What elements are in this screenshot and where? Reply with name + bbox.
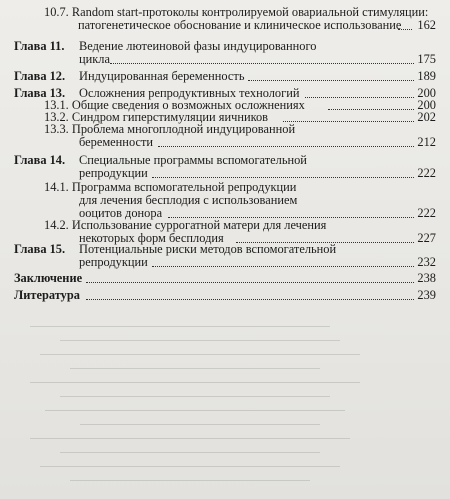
toc-page-number: 222: [417, 206, 436, 220]
leader-dots: [305, 97, 414, 98]
toc-entry-title: Ведение лютеиновой фазы индуцированного: [79, 39, 317, 53]
toc-page-number: 202: [417, 110, 436, 124]
toc-entry-title: Потенциальные риски методов вспомогательной: [79, 242, 337, 256]
toc-page-number: 227: [417, 231, 436, 245]
toc-entry-title: ооцитов донора: [79, 206, 163, 220]
toc-entry-title: 13.3. Проблема многоплодной индуцированной: [44, 122, 296, 136]
toc-entry-title: беременности: [79, 135, 153, 149]
leader-dots: [248, 80, 414, 81]
toc-entry-title: Осложнения репродуктивных технологий: [79, 86, 300, 100]
chapter-number: Глава 15.: [14, 242, 66, 256]
toc-entry-title: 14.2. Использование суррогатной матери для лечения: [44, 218, 327, 232]
leader-dots: [283, 121, 414, 122]
bleed-through-texture: [0, 318, 450, 498]
toc-entry-title: Индуцированная беременность: [79, 69, 245, 83]
toc-entry-title: 13.1. Общие сведения о возможных осложнениях: [44, 98, 305, 112]
toc-page-number: 200: [417, 86, 436, 100]
toc-entry-title: патогенетическое обоснование и клиническое использование: [78, 18, 402, 32]
toc-entry-title: 14.1. Программа вспомогательной репродукции: [44, 180, 297, 194]
toc-entry-title: некоторых форм бесплодия: [79, 231, 224, 245]
toc-page-number: 238: [417, 271, 436, 285]
toc-page-number: 239: [417, 288, 436, 302]
toc-page-number: 212: [417, 135, 436, 149]
section-heading: Литература: [14, 288, 80, 302]
chapter-number: Глава 11.: [14, 39, 65, 53]
leader-dots: [328, 109, 414, 110]
chapter-number: Глава 13.: [14, 86, 66, 100]
leader-dots: [152, 177, 414, 178]
toc-page-number: 232: [417, 255, 436, 269]
leader-dots: [152, 266, 414, 267]
toc-page-number: 162: [417, 18, 436, 32]
toc-page-number: 175: [417, 52, 436, 66]
toc-entry-title: цикла: [79, 52, 110, 66]
toc-entry-title: 10.7. Random start-протоколы контролируемой овариальной стимуляции:: [44, 5, 429, 19]
section-heading: Заключение: [14, 271, 83, 285]
leader-dots: [110, 63, 414, 64]
toc-entry-title: для лечения бесплодия с использованием: [79, 193, 298, 207]
toc-entry-title: 13.2. Синдром гиперстимуляции яичников: [44, 110, 269, 124]
toc-entry-title: Специальные программы вспомогательной: [79, 153, 307, 167]
toc-entry-title: репродукции: [79, 255, 148, 269]
toc-page-number: 222: [417, 166, 436, 180]
chapter-number: Глава 12.: [14, 69, 66, 83]
toc-page-number: 200: [417, 98, 436, 112]
chapter-number: Глава 14.: [14, 153, 66, 167]
toc-entry-title: репродукции: [79, 166, 148, 180]
leader-dots: [86, 299, 414, 300]
toc-page-number: 189: [417, 69, 436, 83]
leader-dots: [158, 146, 414, 147]
leader-dots: [86, 282, 414, 283]
